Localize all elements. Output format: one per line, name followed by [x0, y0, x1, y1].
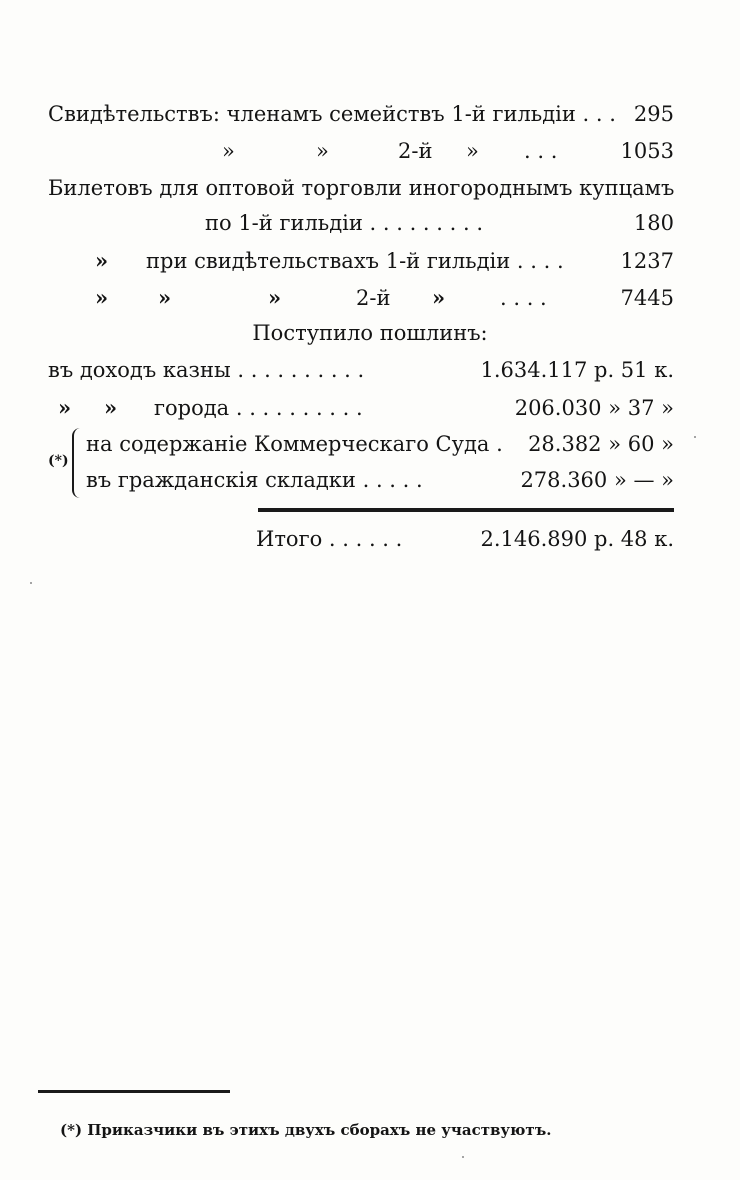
leader-dots: . . . . — [500, 286, 547, 310]
brace — [72, 428, 84, 498]
ditto-mark: » — [316, 139, 329, 163]
kazna-label: въ доходъ казны . . . . . . . . . . — [48, 358, 365, 382]
leader-dots: . . . — [524, 139, 558, 163]
bilet-label: Билетовъ для оптовой торговли иногороднымъ купцамъ — [48, 176, 675, 200]
duties-heading: Поступило пошлинъ: — [252, 321, 488, 345]
sud-label: на содержаніе Коммерческаго Суда . — [86, 432, 503, 456]
footnote-rule — [38, 1090, 230, 1093]
footnote-marker: (*) — [48, 453, 69, 469]
svid-label: Свидѣтельствъ: членамъ семействъ 1-й гильдіи . . . — [48, 102, 616, 126]
sklad-label: въ гражданскія складки . . . . . — [86, 468, 423, 492]
kazna-value: 1.634.117 р. 51 к. — [480, 358, 674, 382]
total-rule — [258, 508, 674, 512]
pri-label: при свидѣтельствахъ 1-й гильдіи . . . . — [146, 249, 564, 273]
svid-value: 295 — [633, 102, 674, 126]
total-label: Итого . . . . . . — [256, 527, 403, 551]
ditto-mark: » — [268, 285, 282, 310]
sud-value: 28.382 » 60 » — [528, 432, 674, 456]
pri2-value: 7445 — [620, 286, 674, 310]
sklad-value: 278.360 » — » — [520, 468, 674, 492]
gorod-value: 206.030 » 37 » — [514, 396, 674, 420]
paper-speck — [30, 582, 32, 584]
ditto-mark: » — [95, 285, 109, 310]
ditto-mark: » — [466, 139, 479, 163]
ditto-mark: » — [432, 285, 446, 310]
bilet1-label: по 1-й гильдіи . . . . . . . . . — [205, 211, 484, 235]
svid2-value: 1053 — [620, 139, 674, 163]
pri-value: 1237 — [620, 249, 674, 273]
total-value: 2.146.890 р. 48 к. — [480, 527, 674, 551]
footnote-text: (*) Приказчики въ этихъ двухъ сборахъ не участвуютъ. — [60, 1121, 552, 1139]
ditto-mark: » — [58, 395, 72, 420]
guild-2: 2-й — [398, 139, 433, 163]
paper-speck — [462, 1156, 464, 1158]
ditto-mark: » — [104, 395, 118, 420]
gorod-label: города . . . . . . . . . . — [154, 396, 363, 420]
ditto-mark: » — [95, 248, 109, 273]
guild-2: 2-й — [356, 286, 391, 310]
ditto-mark: » — [222, 139, 235, 163]
ditto-mark: » — [158, 285, 172, 310]
bilet1-value: 180 — [633, 211, 674, 235]
paper-speck — [694, 436, 696, 438]
